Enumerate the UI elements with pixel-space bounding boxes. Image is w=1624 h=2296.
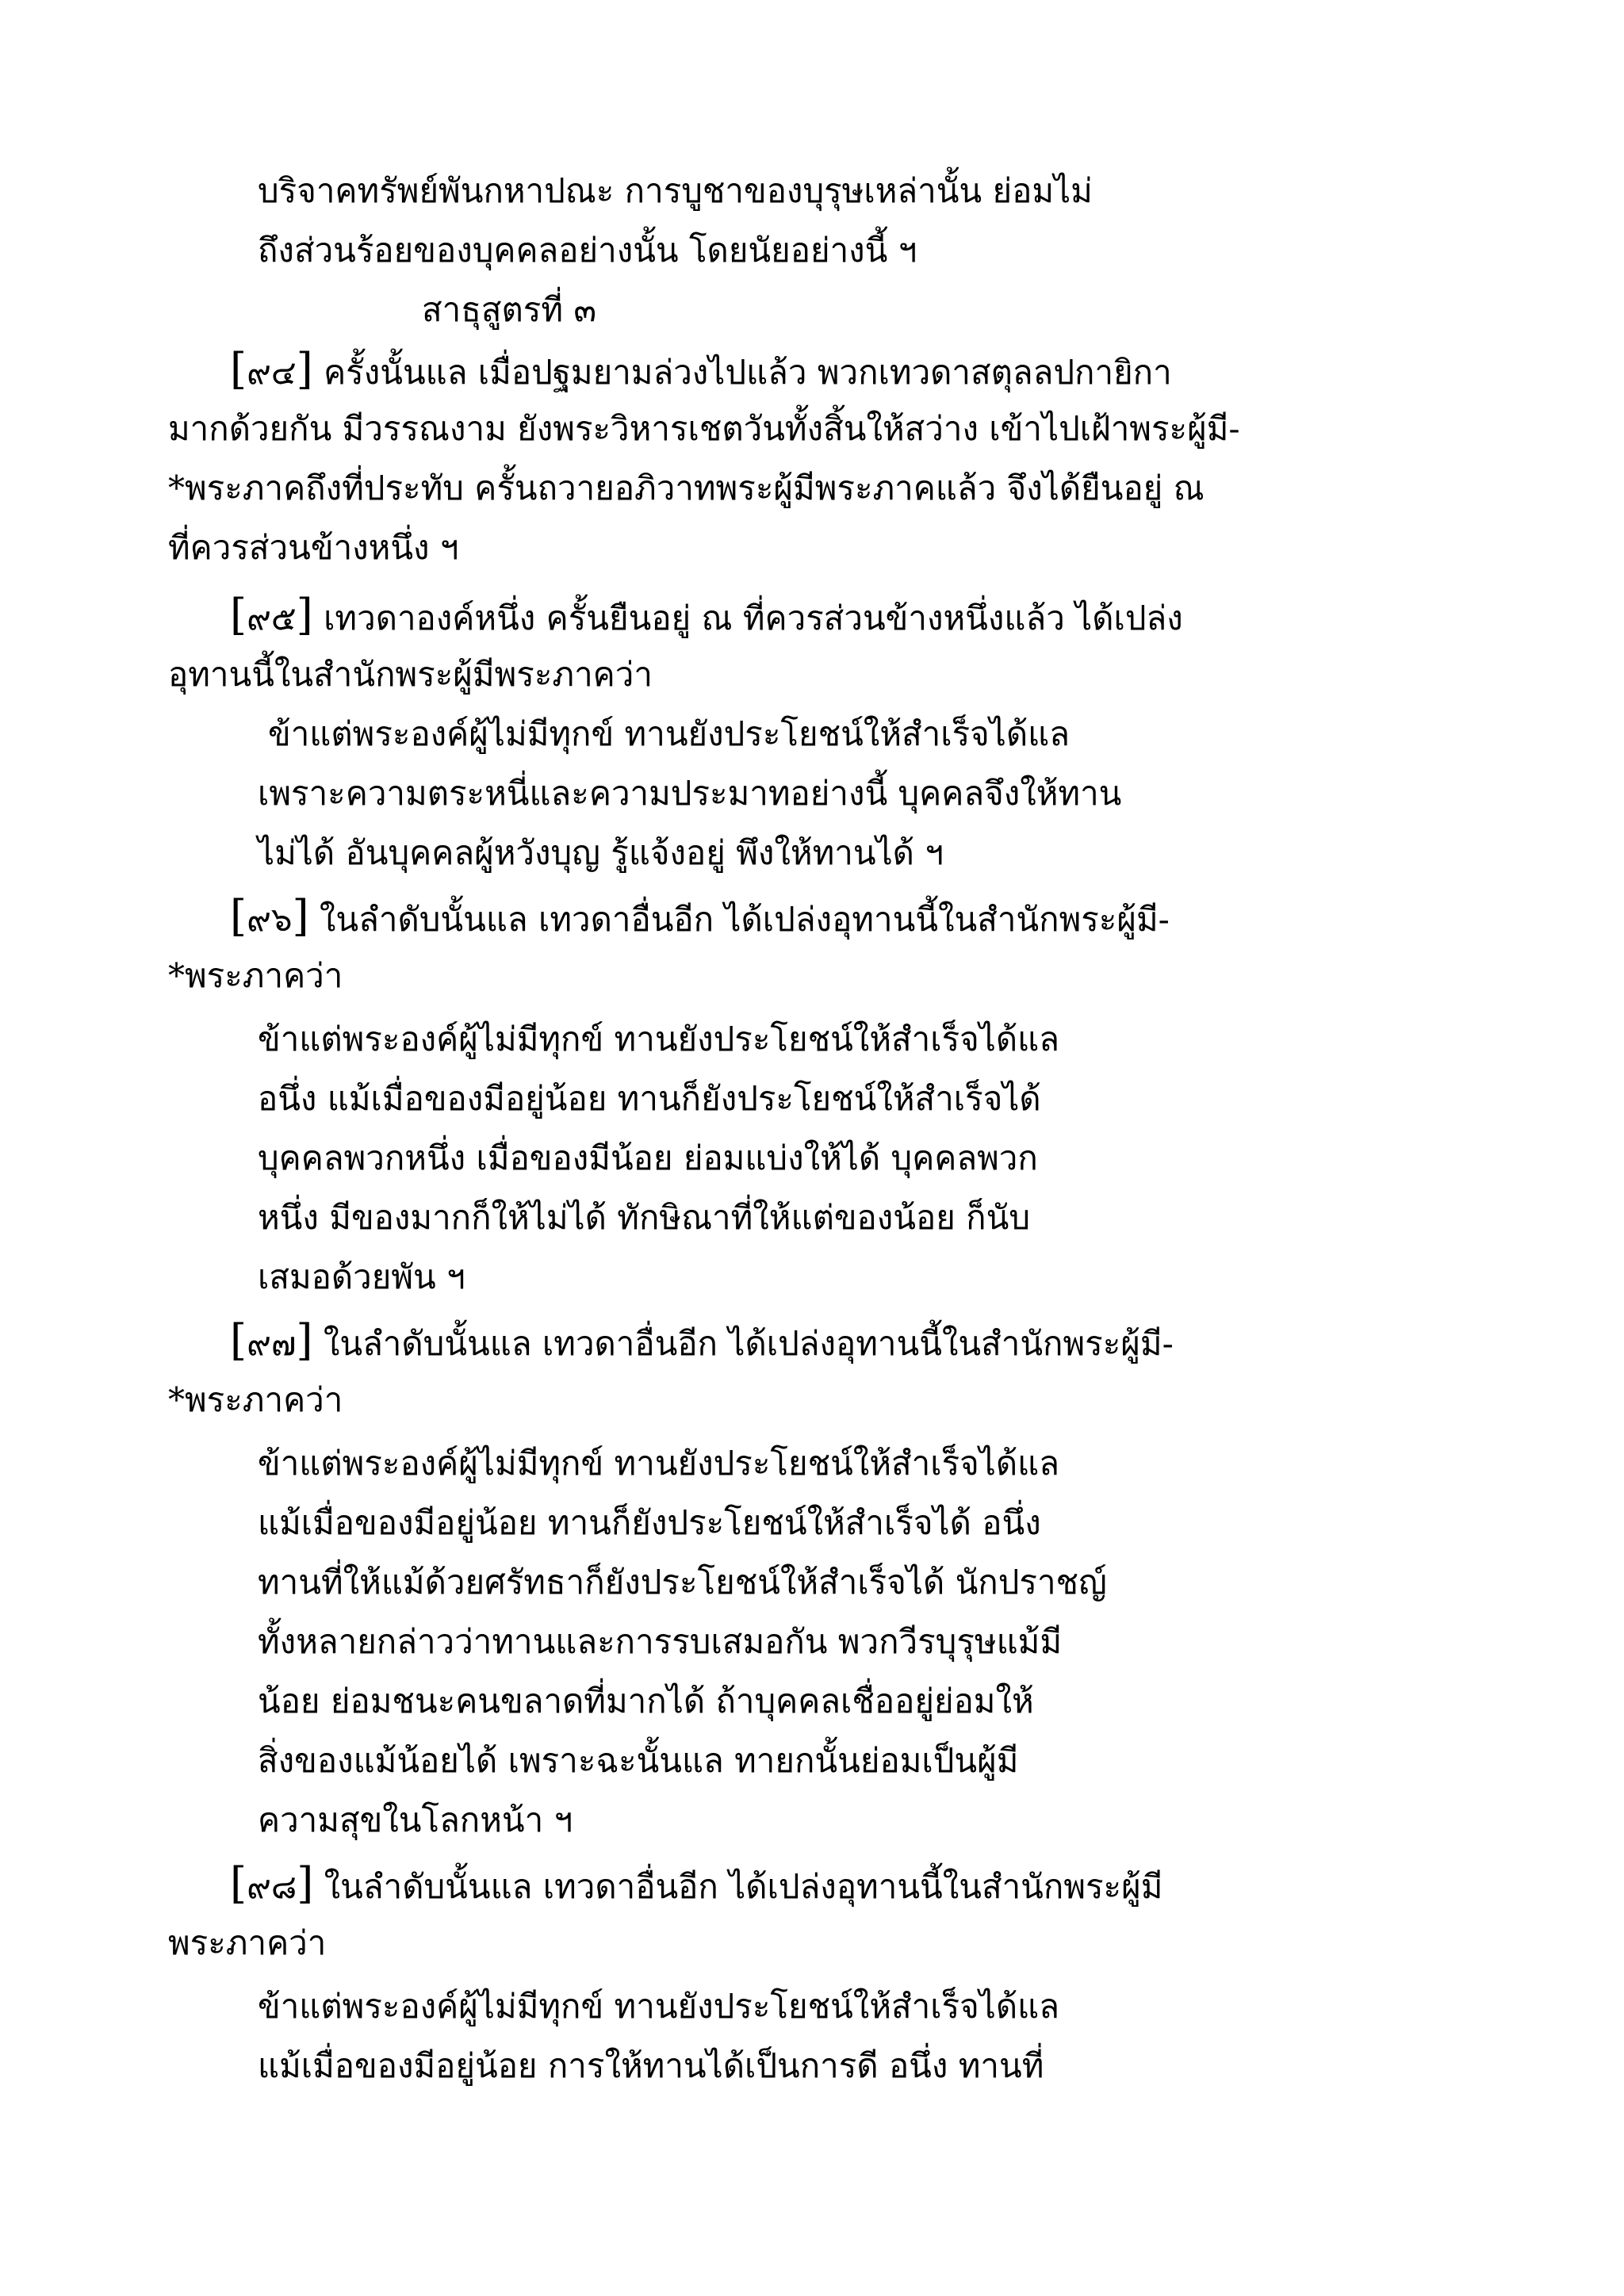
paragraph-number: ๙๕ — [247, 599, 297, 637]
text-line: ถึงส่วนร้อยของบุคคลอย่างนั้น โดยนัยอย่างนี้ ฯ — [258, 231, 917, 270]
verse-line: ทานที่ให้แม้ด้วยศรัทธาก็ยังประโยชน์ให้สำเร็จได้ นักปราชญ์ — [258, 1563, 1107, 1601]
paragraph-number: ๙๔ — [247, 353, 297, 392]
paragraph-number: ๙๘ — [247, 1867, 297, 1906]
verse-line: ความสุขในโลกหน้า ฯ — [258, 1800, 573, 1839]
text-line: พระภาคว่า — [168, 1923, 327, 1962]
text-line: บริจาคทรัพย์พันกหาปณะ การบูชาของบุรุษเหล่านั้น ย่อมไม่ — [258, 171, 1093, 210]
text-line: *พระภาคถึงที่ประทับ ครั้นถวายอภิวาทพระผู้มีพระภาคแล้ว จึงได้ยืนอยู่ ณ — [168, 469, 1205, 507]
paragraph-number: ๙๖ — [247, 900, 293, 939]
paragraph-start: [๙๖] ในลำดับนั้นแล เทวดาอื่นอีก ได้เปล่งอุทานนี้ในสำนักพระผู้มี- — [230, 891, 1170, 941]
text-line: ที่ควรส่วนข้างหนึ่ง ฯ — [168, 528, 459, 567]
verse-line: ทั้งหลายกล่าวว่าทานและการรบเสมอกัน พวกวีรบุรุษแม้มี — [258, 1622, 1063, 1661]
verse-line: น้อย ย่อมชนะคนขลาดที่มากได้ ถ้าบุคคลเชื่ออยู่ย่อมให้ — [258, 1682, 1034, 1720]
paragraph-start: [๙๗] ในลำดับนั้นแล เทวดาอื่นอีก ได้เปล่งอุทานนี้ในสำนักพระผู้มี- — [230, 1315, 1174, 1365]
paragraph-start: [๙๔] ครั้งนั้นแล เมื่อปฐมยามล่วงไปแล้ว พวกเทวดาสตุลลปกายิกา — [230, 344, 1172, 394]
verse-line: หนึ่ง มีของมากก็ให้ไม่ได้ ทักษิณาที่ให้แต่ของน้อย ก็นับ — [258, 1198, 1030, 1237]
verse-line: ข้าแต่พระองค์ผู้ไม่มีทุกข์ ทานยังประโยชน์ให้สำเร็จได้แล — [258, 1987, 1059, 2026]
section-title: สาธุสูตรที่ ๓ — [422, 290, 597, 329]
verse-line: แม้เมื่อของมีอยู่น้อย ทานก็ยังประโยชน์ให้สำเร็จได้ อนึ่ง — [258, 1503, 1041, 1542]
text-line: *พระภาคว่า — [168, 956, 343, 995]
paragraph-number: ๙๗ — [247, 1324, 297, 1363]
verse-line: ข้าแต่พระองค์ผู้ไม่มีทุกข์ ทานยังประโยชน์ให้สำเร็จได้แล — [258, 1020, 1059, 1058]
verse-line: ข้าแต่พระองค์ผู้ไม่มีทุกข์ ทานยังประโยชน์ให้สำเร็จได้แล — [258, 1444, 1059, 1483]
verse-line: เสมอด้วยพัน ฯ — [258, 1257, 465, 1296]
paragraph-start: [๙๕] เทวดาองค์หนึ่ง ครั้นยืนอยู่ ณ ที่ควรส่วนข้างหนึ่งแล้ว ได้เปล่ง — [230, 590, 1183, 640]
paragraph-start: [๙๘] ในลำดับนั้นแล เทวดาอื่นอีก ได้เปล่งอุทานนี้ในสำนักพระผู้มี — [230, 1858, 1163, 1908]
verse-line: สิ่งของแม้น้อยได้ เพราะฉะนั้นแล ทายกนั้นย่อมเป็นผู้มี — [258, 1741, 1019, 1780]
text-line: *พระภาคว่า — [168, 1380, 343, 1419]
verse-line: ข้าแต่พระองค์ผู้ไม่มีทุกข์ ทานยังประโยชน์ให้สำเร็จได้แล — [268, 714, 1070, 753]
verse-line: แม้เมื่อของมีอยู่น้อย การให้ทานได้เป็นการดี อนึ่ง ทานที่ — [258, 2046, 1044, 2085]
text-line: อุทานนี้ในสำนักพระผู้มีพระภาคว่า — [168, 655, 653, 694]
verse-line: บุคคลพวกหนึ่ง เมื่อของมีน้อย ย่อมแบ่งให้ได้ บุคคลพวก — [258, 1138, 1038, 1177]
text-line: มากด้วยกัน มีวรรณงาม ยังพระวิหารเชตวันทั้งสิ้นให้สว่าง เข้าไปเฝ้าพระผู้มี- — [168, 409, 1240, 448]
verse-line: เพราะความตระหนี่และความประมาทอย่างนี้ บุคคลจึงให้ทาน — [258, 774, 1122, 813]
verse-line: ไม่ได้ อันบุคคลผู้หวังบุญ รู้แจ้งอยู่ พึงให้ทานได้ ฯ — [258, 833, 944, 872]
verse-line: อนึ่ง แม้เมื่อของมีอยู่น้อย ทานก็ยังประโยชน์ให้สำเร็จได้ — [258, 1079, 1041, 1118]
